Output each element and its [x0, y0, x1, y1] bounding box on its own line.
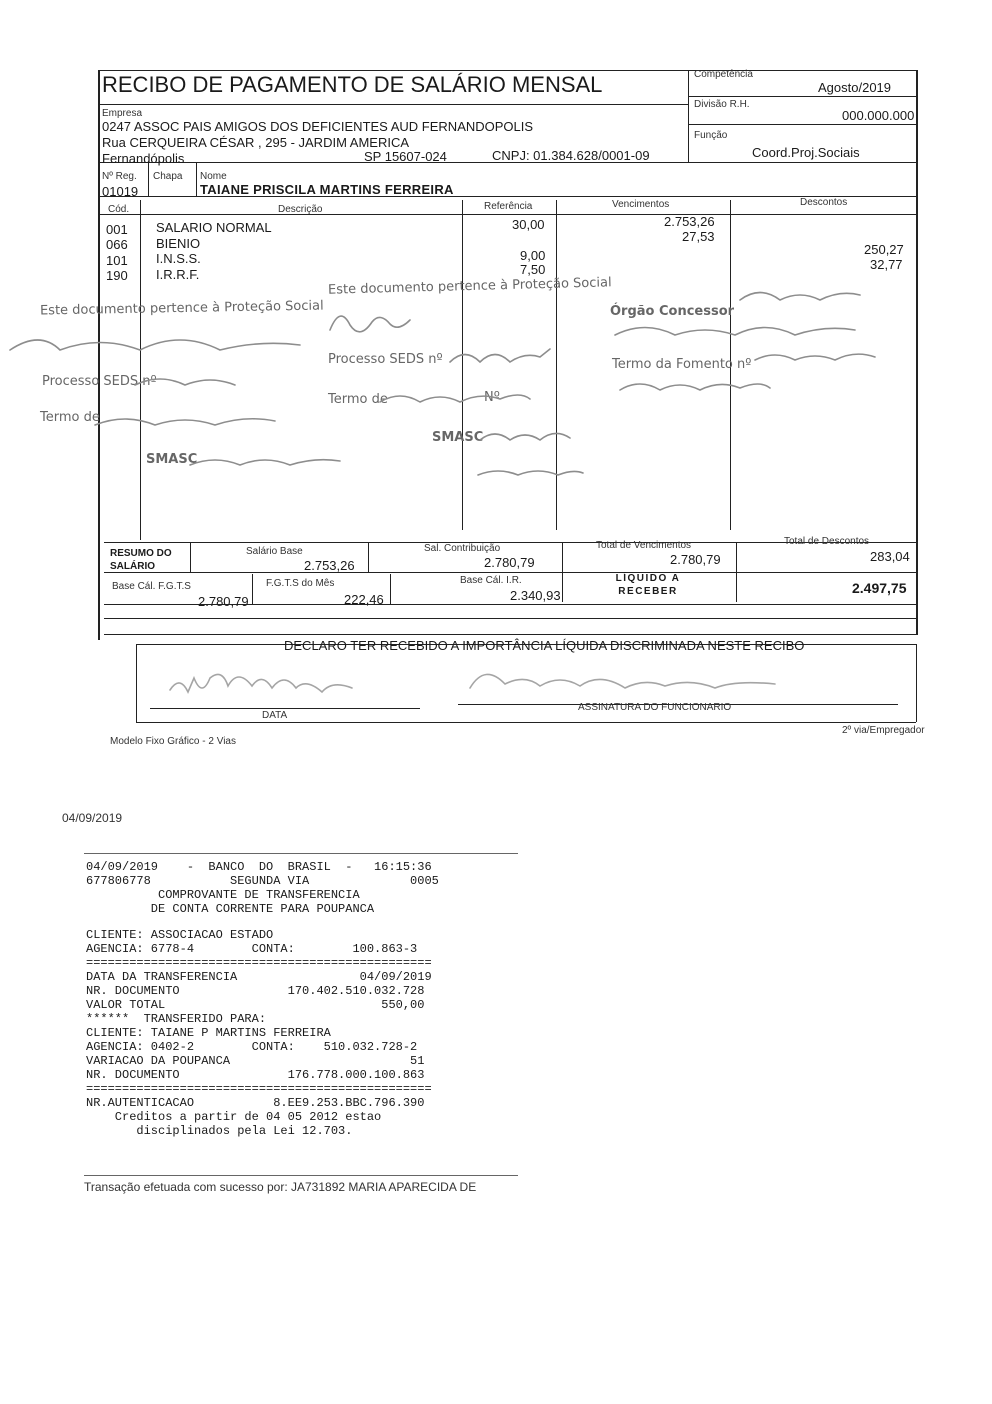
salario-base-label: Salário Base: [246, 546, 303, 557]
item-ref: 7,50: [520, 262, 546, 277]
col-desc-total-header: Descontos: [800, 197, 848, 208]
bank-line: [86, 916, 439, 928]
stamp-processo-2: Processo SEDS nº: [42, 374, 157, 389]
item-cod: 001: [106, 222, 128, 237]
bank-line: ================================================: [86, 956, 432, 970]
item-ref: 9,00: [520, 248, 546, 263]
empresa-uf-cep: SP 15607-024: [364, 149, 447, 164]
item-venc: 27,53: [682, 229, 715, 244]
stamp-processo-1: Processo SEDS nº: [328, 352, 443, 367]
base-ir-label: Base Cál. I.R.: [460, 575, 522, 586]
bank-line: Creditos a partir de 04 05 2012 estao: [86, 1110, 382, 1124]
item-ref: 30,00: [512, 217, 545, 232]
nreg-value: 01019: [102, 184, 139, 199]
bank-line: 677806778 SEGUNDA VIA 0005: [86, 874, 439, 888]
stamp-termo-fomento: Termo da Fomento nº: [612, 357, 752, 372]
stamp-pertence-1: Este documento pertence à Proteção Social: [327, 275, 612, 298]
via-text: 2º via/Empregador: [842, 725, 925, 736]
empresa-city: Fernandópolis: [102, 151, 185, 166]
col-desc-header: Descrição: [278, 204, 323, 215]
bank-line: ****** TRANSFERIDO PARA:: [86, 1012, 267, 1026]
bank-line: NR. DOCUMENTO 176.778.000.100.863: [86, 1068, 425, 1082]
nome-label: Nome: [200, 171, 227, 182]
bank-line: AGENCIA: 0402-2 CONTA: 510.032.728-2: [86, 1040, 418, 1054]
sal-contrib-label: Sal. Contribuição: [424, 543, 501, 554]
stamp-colab-no: Nº: [484, 390, 500, 405]
empresa-address: Rua CERQUEIRA CÉSAR , 295 - JARDIM AMERICA: [102, 135, 410, 150]
bank-line: DE CONTA CORRENTE PARA POUPANCA: [86, 902, 375, 916]
bank-footer: Transação efetuada com sucesso por: JA731892 MARIA APARECIDA DE: [84, 1180, 477, 1194]
item-cod: 190: [106, 268, 128, 283]
sal-contrib-value: 2.780,79: [484, 555, 535, 570]
nreg-label: Nº Reg.: [102, 171, 137, 182]
bank-line: CLIENTE: ASSOCIACAO ESTADO: [86, 928, 274, 942]
employee-name: TAIANE PRISCILA MARTINS FERREIRA: [200, 182, 454, 197]
funcao-label: Função: [694, 130, 728, 141]
bank-line: VALOR TOTAL 550,00: [86, 998, 425, 1012]
handwritten-annotations: [0, 280, 900, 500]
stamp-pertence-2: Este documento pertence à Proteção Social: [39, 298, 324, 319]
fgts-mes-value: 222,46: [344, 592, 384, 607]
handwritten-date-signature: [150, 660, 850, 710]
item-descontos: 32,77: [870, 257, 903, 272]
divisao-label: Divisão R.H.: [694, 99, 750, 110]
item-desc: BIENIO: [156, 236, 201, 251]
item-desc: I.R.R.F.: [156, 267, 200, 282]
bank-line: NR.AUTENTICACAO 8.EE9.253.BBC.796.390: [86, 1096, 425, 1110]
stamp-smasc-1: SMASC: [432, 430, 484, 445]
stamp-termo-colab-2: Termo de: [40, 410, 100, 425]
liquido-value: 2.497,75: [852, 580, 907, 596]
base-fgts-label: Base Cál. F.G.T.S: [112, 581, 191, 592]
bank-line: NR. DOCUMENTO 170.402.510.032.728: [86, 984, 425, 998]
empresa-name: 0247 ASSOC PAIS AMIGOS DOS DEFICIENTES AUD FERNANDOPOLIS: [102, 119, 534, 134]
col-cod-header: Cód.: [108, 204, 130, 215]
competencia-label: Competência: [694, 69, 753, 80]
declaration-text: DECLARO TER RECEBIDO A IMPORTÂNCIA LÍQUIDA DISCRIMINADA NESTE RECIBO: [284, 638, 805, 653]
col-venc-header: Vencimentos: [612, 199, 670, 210]
base-fgts-value: 2.780,79: [198, 594, 249, 609]
fgts-mes-label: F.G.T.S do Mês: [266, 578, 335, 589]
liquido-label: LÍQUIDO A RECEBER: [615, 573, 681, 597]
item-desc: I.N.S.S.: [156, 251, 201, 266]
item-cod: 101: [106, 253, 128, 268]
chapa-label: Chapa: [153, 171, 183, 182]
competencia-value: Agosto/2019: [818, 80, 892, 95]
bank-line: 04/09/2019 - BANCO DO BRASIL - 16:15:36: [86, 860, 432, 874]
item-desc: SALARIO NORMAL: [156, 220, 272, 235]
data-label: DATA: [262, 710, 288, 721]
bank-receipt: [86, 860, 439, 1138]
item-cod: 066: [106, 237, 128, 252]
bank-line: COMPROVANTE DE TRANSFERENCIA: [86, 888, 360, 902]
total-desc-label: Total de Descontos: [784, 536, 870, 547]
stamp-smasc-2: SMASC: [146, 452, 198, 467]
funcao-value: Coord.Proj.Sociais: [752, 145, 860, 160]
salario-base-value: 2.753,26: [304, 558, 355, 573]
stamp-orgao: Órgão Concessor: [610, 304, 735, 319]
total-venc-label: Total de Vencimentos: [596, 540, 692, 551]
stamp-termo-colab-1: Termo de: [328, 392, 388, 407]
bank-line: DATA DA TRANSFERENCIA 04/09/2019: [86, 970, 432, 984]
bank-line: VARIACAO DA POUPANCA 51: [86, 1054, 425, 1068]
total-venc-value: 2.780,79: [670, 552, 721, 567]
item-venc: 2.753,26: [664, 214, 715, 229]
total-desc-value: 283,04: [870, 549, 910, 564]
base-ir-value: 2.340,93: [510, 588, 561, 603]
modelo-text: Modelo Fixo Gráfico - 2 Vias: [110, 736, 236, 747]
bank-line: CLIENTE: TAIANE P MARTINS FERREIRA: [86, 1026, 331, 1040]
bank-date-top: 04/09/2019: [62, 811, 123, 825]
assinatura-label: ASSINATURA DO FUNCIONARIO: [578, 702, 732, 713]
empresa-label: Empresa: [102, 108, 143, 119]
bank-line: ================================================: [86, 1082, 432, 1096]
col-ref-header: Referência: [484, 201, 533, 212]
divisao-value: 000.000.000: [842, 108, 915, 123]
receipt-title: RECIBO DE PAGAMENTO DE SALÁRIO MENSAL: [102, 72, 603, 97]
bank-line: disciplinados pela Lei 12.703.: [86, 1124, 353, 1138]
resumo-label: RESUMO DO SALÁRIO: [110, 548, 172, 572]
empresa-cnpj: CNPJ: 01.384.628/0001-09: [492, 148, 650, 163]
bank-line: AGENCIA: 6778-4 CONTA: 100.863-3: [86, 942, 418, 956]
item-descontos: 250,27: [864, 242, 904, 257]
